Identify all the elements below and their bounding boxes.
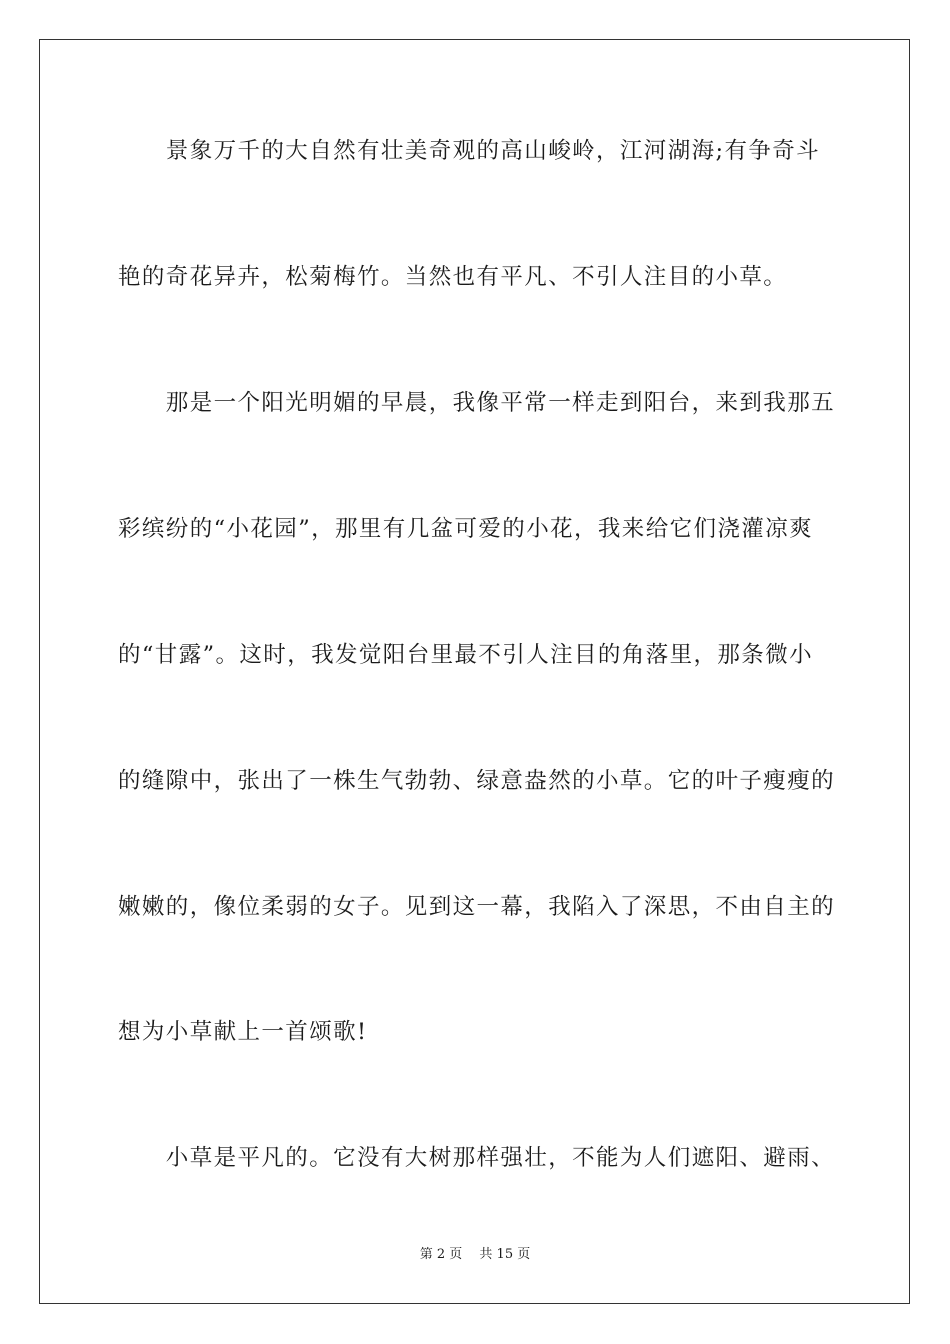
paragraph-line: 艳的奇花异卉，松菊梅竹。当然也有平凡、不引人注目的小草。 (118, 264, 788, 290)
paragraph-line: 嫩嫩的，像位柔弱的女子。见到这一幕，我陷入了深思，不由自主的 (118, 894, 836, 920)
paragraph-line: 的缝隙中，张出了一株生气勃勃、绿意盎然的小草。它的叶子瘦瘦的 (118, 768, 836, 794)
paragraph-line: 小草是平凡的。它没有大树那样强壮，不能为人们遮阳、避雨、 (118, 1145, 836, 1171)
paragraph-line: 的“甘露”。这时，我发觉阳台里最不引人注目的角落里，那条微小 (118, 642, 814, 668)
paragraph-line: 想为小草献上一首颂歌! (118, 1019, 368, 1045)
page-number-footer: 第 2 页 共 15 页 (419, 1247, 531, 1262)
paragraph-line: 彩缤纷的“小花园”，那里有几盆可爱的小花，我来给它们浇灌凉爽 (118, 516, 814, 542)
paragraph-line: 景象万千的大自然有壮美奇观的高山峻岭，江河湖海;有争奇斗 (118, 138, 821, 164)
paragraph-line: 那是一个阳光明媚的早晨，我像平常一样走到阳台，来到我那五 (118, 390, 836, 416)
